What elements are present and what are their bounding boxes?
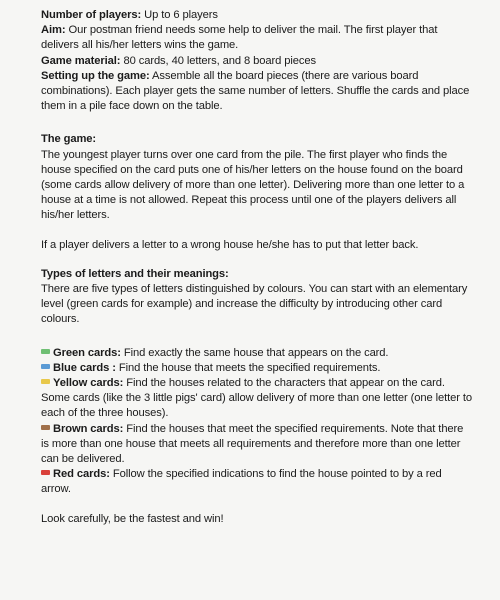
brown-swatch-icon xyxy=(41,425,50,430)
brown-cards-label: Brown cards: xyxy=(53,422,124,435)
green-swatch-icon xyxy=(41,349,50,354)
yellow-cards-text: Find the houses related to the characters that appear on the card. xyxy=(123,377,445,390)
yellow-swatch-icon xyxy=(41,379,50,384)
yellow-cards-extra: Some cards (like the 3 little pigs' card) allow delivery of more than one letter (one letter to each of the three houses). xyxy=(41,392,473,420)
aim-paragraph xyxy=(41,23,473,53)
material-text: 80 cards, 40 letters, and 8 board pieces xyxy=(120,54,316,67)
game-paragraph: The youngest player turns over one card from the pile. The first player who finds the house specified on the card puts one of his/her letters on the house found on the board (some cards allow delivery of more than one letter). Delivering more than one letter to a house at a time is not allowed. Repeat this process until one of the players delivers all his/her letters. xyxy=(41,148,465,222)
aim-label: Aim: xyxy=(41,24,66,37)
brown-cards-text: Find the houses that meet the specified requirements. Note that there is more than one house that meets all requirements and therefore more than one letter can be delivered. xyxy=(41,422,464,466)
red-swatch-icon xyxy=(41,470,50,475)
green-cards-item xyxy=(41,346,473,361)
brown-cards-item xyxy=(41,422,473,468)
blue-cards-label: Blue cards : xyxy=(53,361,116,374)
red-cards-label: Red cards: xyxy=(53,468,110,481)
players-value: Up to 6 players xyxy=(141,9,218,21)
closing-line: Look carefully, be the fastest and win! xyxy=(41,512,224,525)
yellow-cards-label: Yellow cards: xyxy=(53,377,124,390)
aim-text: Our postman friend needs some help to deliver the mail. The first player that delivers all his/her letters wins the game. xyxy=(41,24,438,52)
rules-text xyxy=(41,8,473,527)
game-heading: The game: xyxy=(41,133,97,146)
green-cards-text: Find exactly the same house that appears on the card. xyxy=(120,346,389,359)
yellow-cards-item xyxy=(41,376,473,391)
setup-text: Assemble all the board pieces (there are various board combinations). Each player gets the same number of letters. Shuffle the cards and place them in a pile face down on the table. xyxy=(41,69,470,113)
wrong-house-paragraph: If a player delivers a letter to a wrong house he/she has to put that letter back. xyxy=(41,238,419,251)
types-paragraph: There are five types of letters distinguished by colours. You can start with an elementary level (green cards for example) and increase the difficulty by introducing other card colours. xyxy=(41,283,468,326)
material-line xyxy=(41,54,473,69)
material-label: Game material: xyxy=(41,54,121,67)
blue-cards-text: Find the house that meets the specified requirements. xyxy=(115,361,381,374)
green-cards-label: Green cards: xyxy=(53,346,121,359)
red-cards-item xyxy=(41,467,473,497)
red-cards-text: Follow the specified indications to find the house pointed to by a red arrow. xyxy=(41,468,442,496)
blue-cards-item xyxy=(41,361,473,376)
players-label: Number of players: xyxy=(41,9,142,21)
types-heading: Types of letters and their meanings: xyxy=(41,267,229,280)
setup-label: Setting up the game: xyxy=(41,69,150,82)
setup-paragraph xyxy=(41,69,473,115)
players-line xyxy=(41,8,473,23)
blue-swatch-icon xyxy=(41,364,50,369)
